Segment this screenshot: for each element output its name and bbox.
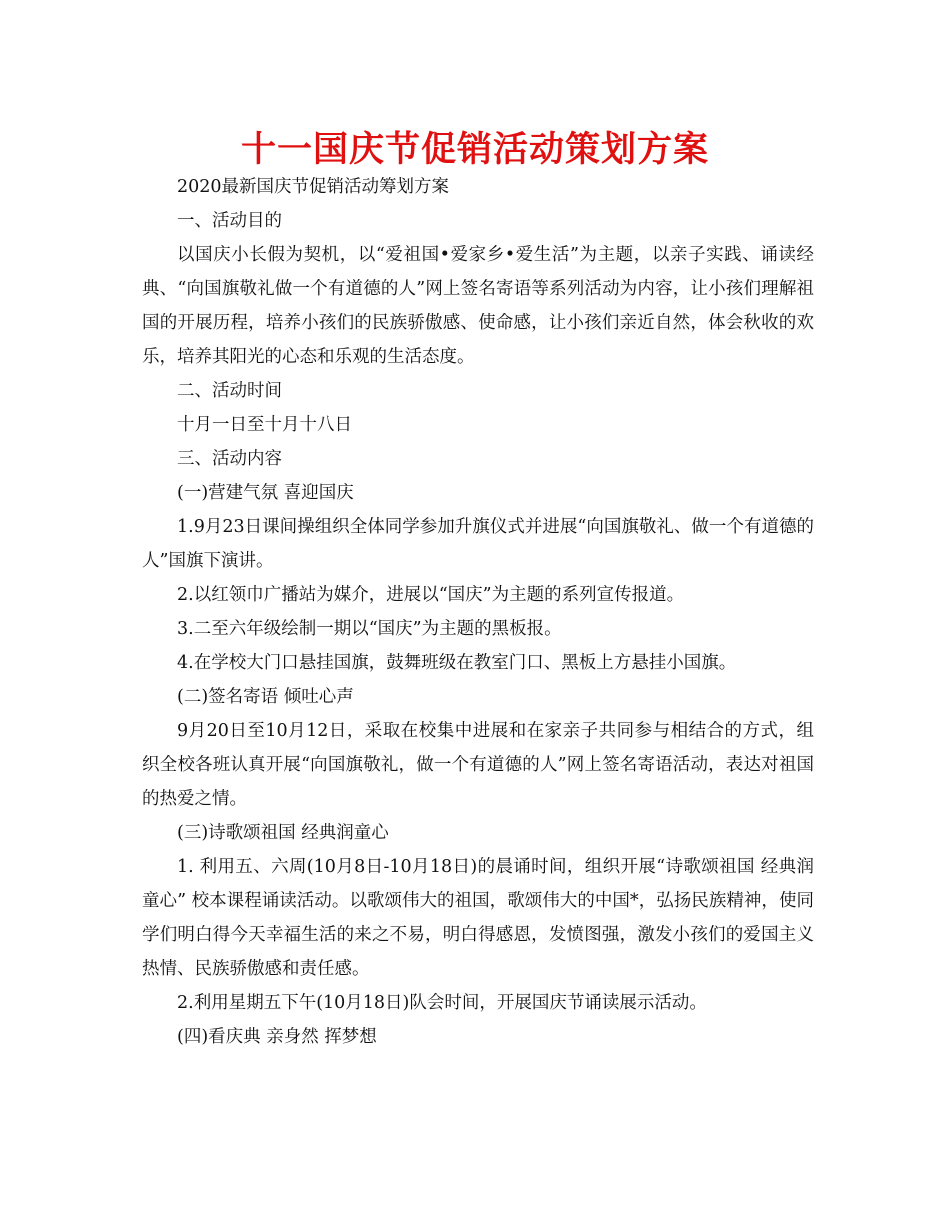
section-heading-content: 三、活动内容: [177, 449, 282, 469]
subsection-heading: (二)签名寄语 倾吐心声: [177, 687, 354, 707]
body-paragraph: 2.利用星期五下午(10月18日)队会时间，开展国庆节诵读展示活动。: [177, 993, 707, 1013]
section-heading-purpose: 一、活动目的: [177, 211, 282, 231]
body-paragraph: 9月20日至10月12日，采取在校集中进展和在家亲子共同参与相结合的方式，组织全校各班认真开展“向国旗敬礼，做一个有道德的人”网上签名寄语活动，表达对祖国的热爱之情。: [142, 721, 814, 809]
body-paragraph: 以国庆小长假为契机，以“爱祖国•爱家乡•爱生活”为主题，以亲子实践、诵读经典、“向国旗敬礼做一个有道德的人”网上签名寄语等系列活动为内容，让小孩们理解祖国的开展历程，培养小孩们的民族骄傲感、使命感，让小孩们亲近自然，体会秋收的欢乐，培养其阳光的心态和乐观的生活态度。: [142, 245, 814, 367]
document-title: 十一国庆节促销活动策划方案: [240, 130, 709, 170]
subsection-heading: (一)营建气氛 喜迎国庆: [177, 483, 354, 503]
body-paragraph: 4.在学校大门口悬挂国旗，鼓舞班级在教室门口、黑板上方悬挂小国旗。: [177, 653, 737, 673]
subsection-heading: (四)看庆典 亲身然 挥梦想: [177, 1027, 377, 1047]
body-paragraph: 1.9月23日课间操组织全体同学参加升旗仪式并进展“向国旗敬礼、做一个有道德的人”国旗下演讲。: [142, 517, 814, 571]
subsection-heading: (三)诗歌颂祖国 经典润童心: [177, 823, 389, 843]
section-heading-time: 二、活动时间: [177, 381, 282, 401]
body-paragraph: 十月一日至十月十八日: [177, 415, 352, 435]
body-paragraph: 1. 利用五、六周(10月8日-10月18日)的晨诵时间，组织开展“诗歌颂祖国 经典润童心” 校本课程诵读活动。以歌颂伟大的祖国，歌颂伟大的中国*，弘扬民族精神，使同学们明白得今天幸福生活的来之不易，明白得感恩，发愤图强，激发小孩们的爱国主义热情、民族骄傲感和责任感。: [142, 857, 814, 979]
body-paragraph: 3.二至六年级绘制一期以“国庆”为主题的黑板报。: [177, 619, 562, 639]
body-paragraph: 2.以红领巾广播站为媒介，进展以“国庆”为主题的系列宣传报道。: [177, 585, 685, 605]
document-body: [142, 170, 814, 1054]
subtitle-paragraph: 2020最新国庆节促销活动筹划方案: [177, 177, 450, 197]
